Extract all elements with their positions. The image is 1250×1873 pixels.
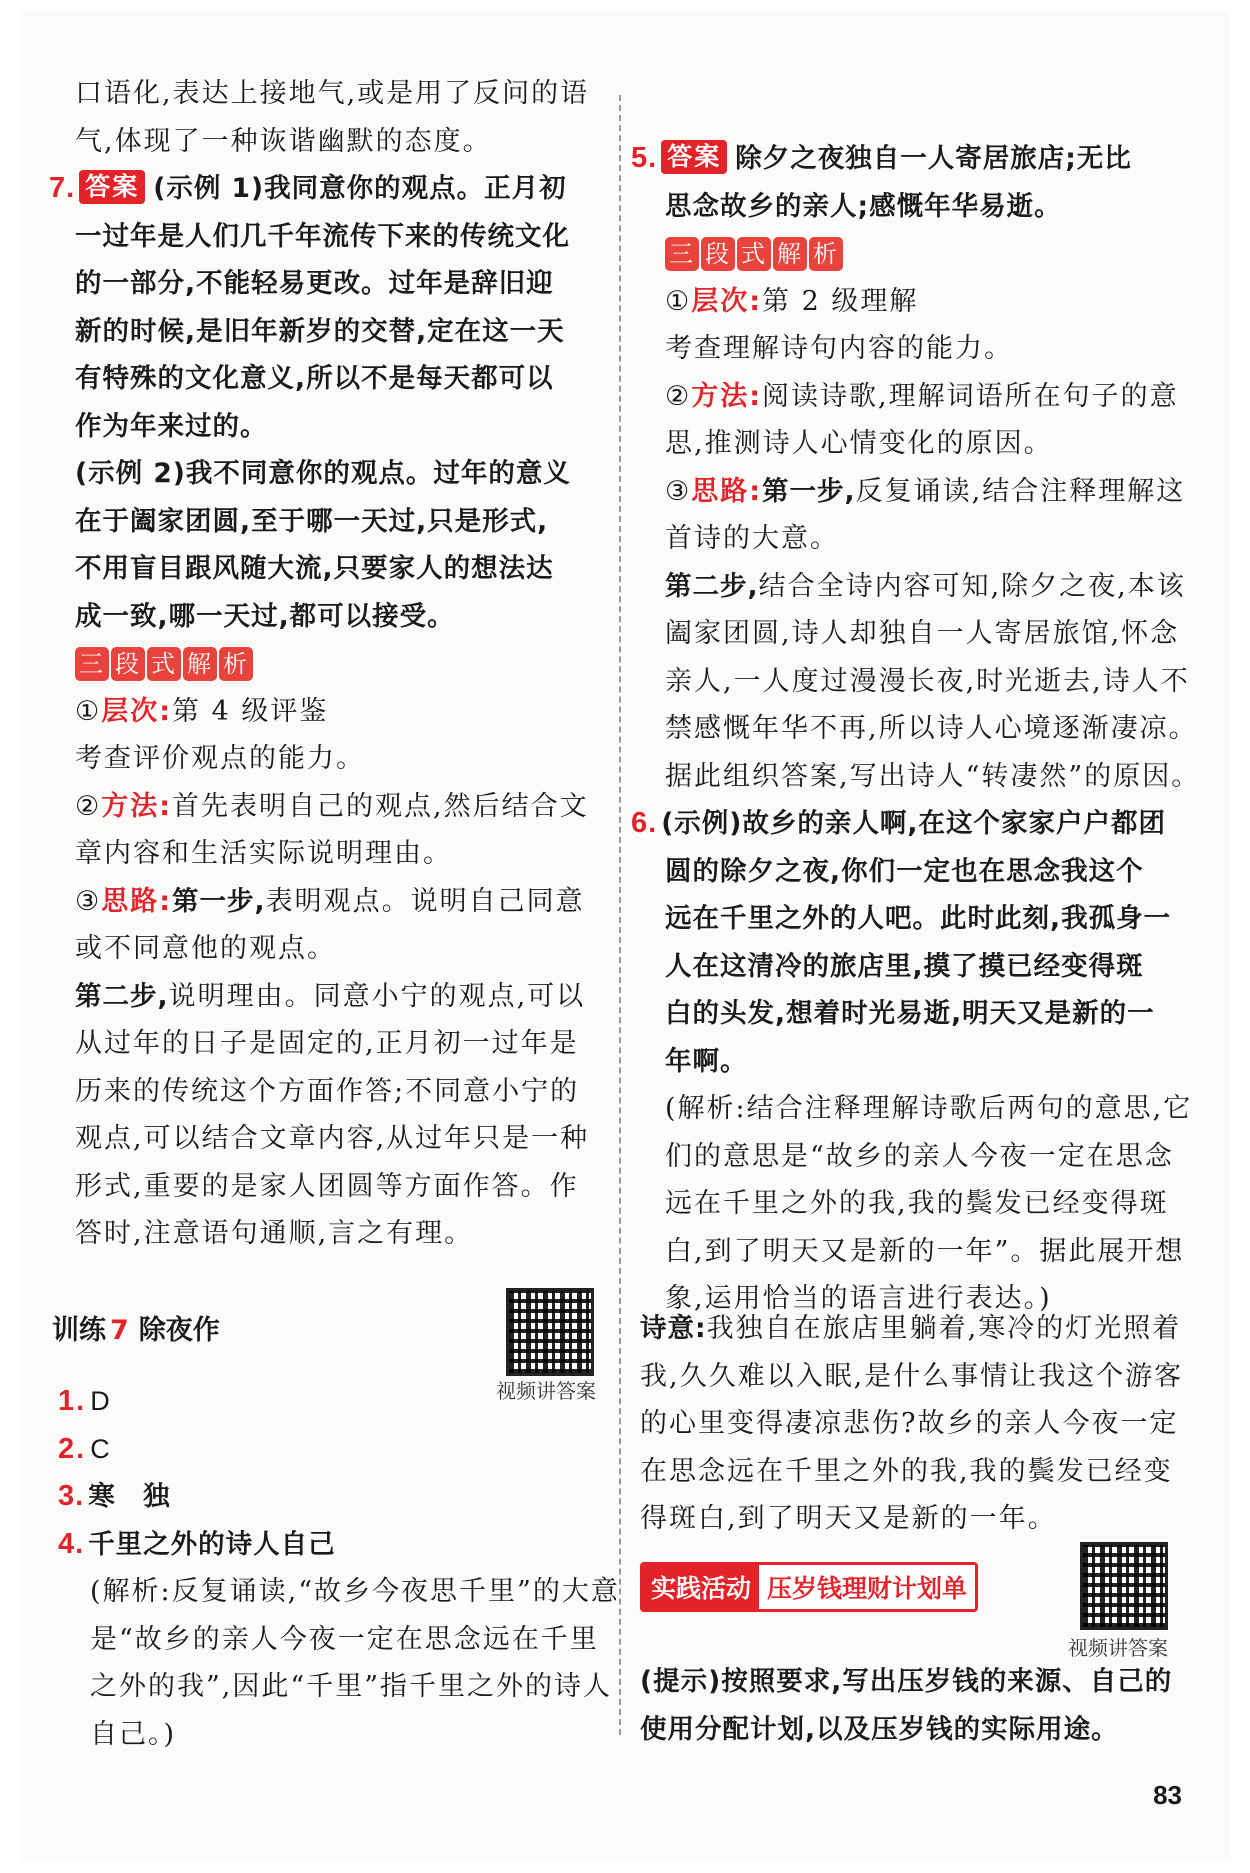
text-line: 从过年的日子是固定的,正月初一过年是 <box>75 1028 579 1059</box>
analysis-value: 说明理由。同意小宁的观点,可以 <box>168 980 586 1012</box>
text-line: 得斑白,到了明天又是新的一年。 <box>640 1503 1057 1534</box>
answer-line: 圆的除夕之夜,你们一定也在思念我这个 <box>665 855 1144 887</box>
text-line: 考查评价观点的能力。 <box>75 743 365 774</box>
answer-3: 3. 寒 独 <box>58 1480 171 1512</box>
left-column <box>49 70 605 1258</box>
answer-line: 在于阖家团圆,至于哪一天过,只是形式, <box>75 505 549 537</box>
step-label: 第一步, <box>172 885 266 917</box>
text-line: 首诗的大意。 <box>665 523 839 554</box>
analysis-key: 思路: <box>101 885 173 917</box>
text-line: (解析:反复诵读,“故乡今夜思千里”的大意 <box>90 1576 620 1607</box>
heading-char: 解 <box>183 647 217 681</box>
text-line: 在思念远在千里之外的我,我的鬓发已经变 <box>640 1455 1173 1487</box>
answer-line: 人在这清冷的旅店里,摸了摸已经变得斑 <box>665 950 1144 982</box>
answer-line: 成一致,哪一天过,都可以接受。 <box>75 600 455 632</box>
text-line: 思,推测诗人心情变化的原因。 <box>665 428 1053 459</box>
answer-text: (示例 1)我同意你的观点。正月初 <box>153 173 567 204</box>
text-line: 历来的传统这个方面作答;不同意小宁的 <box>75 1075 580 1107</box>
page-number: 83 <box>1153 1780 1182 1810</box>
tip-line: 使用分配计划,以及压岁钱的实际用途。 <box>640 1713 1119 1745</box>
answer-text: 除夕之夜独自一人寄居旅店;无比 <box>735 143 1132 174</box>
text-line: 章内容和生活实际说明理由。 <box>75 838 452 869</box>
text-line: 象,运用恰当的语言进行表达。) <box>665 1283 1052 1314</box>
text-line: 观点,可以结合文章内容,从过年只是一种 <box>75 1123 590 1154</box>
analysis-key: 层次: <box>101 695 173 727</box>
activity-title: 压岁钱理财计划单 <box>759 1565 975 1609</box>
text-line: 形式,重要的是家人团圆等方面作答。作 <box>75 1170 579 1202</box>
analysis-value: 表明观点。说明自己同意 <box>265 885 585 917</box>
step-two <box>75 973 605 1021</box>
heading-char: 三 <box>75 647 109 681</box>
section-number: 7 <box>110 1315 129 1346</box>
right-column <box>631 135 1201 1323</box>
answer-line: 年啊。 <box>665 1045 748 1077</box>
activity-label: 实践活动 <box>643 1565 759 1609</box>
text-line: 口语化,表达上接地气,或是用了反问的语 <box>75 78 590 109</box>
text-line: 之外的我”,因此“千里”指千里之外的诗人 <box>90 1671 612 1702</box>
tip <box>640 1658 1185 1753</box>
analysis-approach <box>75 878 605 926</box>
answer-line: 远在千里之外的人吧。此时此刻,我孤身一 <box>665 903 1172 934</box>
text-line: 阖家团圆,诗人却独自一人寄居旅馆,怀念 <box>665 618 1180 649</box>
text-line: 气,体现了一种诙谐幽默的态度。 <box>75 125 492 157</box>
text-line: 据此组织答案,写出诗人“转凄然”的原因。 <box>665 760 1201 792</box>
circled-number: ③ <box>75 885 102 917</box>
heading-char: 式 <box>147 647 181 681</box>
text-line: 答时,注意语句通顺,言之有理。 <box>75 1218 474 1249</box>
text-line: (解析:结合注释理解诗歌后两句的意思,它 <box>665 1093 1193 1124</box>
answer-2: 2. C <box>58 1432 112 1465</box>
heading-char: 段 <box>701 237 735 271</box>
answer-4: 4. 千里之外的诗人自己 <box>58 1527 336 1560</box>
left-answers <box>58 1378 620 1758</box>
section-label: 训练 <box>52 1315 106 1346</box>
heading-char: 式 <box>737 237 771 271</box>
step-label: 第二步, <box>75 980 169 1012</box>
answer-line: 不用盲目跟风随大流,只要家人的想法达 <box>75 553 554 584</box>
analysis-heading <box>665 230 1185 278</box>
qr-caption: 视频讲答案 <box>1068 1636 1168 1660</box>
answer-line: 有特殊的文化意义,所以不是每天都可以 <box>75 363 554 394</box>
text-line: 禁感慨年华不再,所以诗人心境逐渐凄凉。 <box>665 713 1198 744</box>
analysis-value: 首先表明自己的观点,然后结合文 <box>172 790 589 822</box>
text-line: 们的意思是“故乡的亲人今夜一定在思念 <box>665 1140 1174 1172</box>
question-number: 7. <box>49 172 76 204</box>
section-title: 除夜作 <box>138 1315 220 1346</box>
answer-line: 一过年是人们几千年流传下来的传统文化 <box>75 220 570 252</box>
answer-tag: 答案 <box>661 140 727 174</box>
qr-code-icon[interactable] <box>506 1288 594 1376</box>
text-line: 自己。) <box>90 1718 177 1750</box>
text-line: 的心里变得凄凉悲伤?故乡的亲人今夜一定 <box>640 1408 1179 1439</box>
heading-char: 解 <box>773 237 807 271</box>
question-6: 6. (示例)故乡的亲人啊,在这个家家户户都团 <box>631 807 1166 839</box>
poem-meaning-line: 诗意:我独自在旅店里躺着,寒冷的灯光照着 <box>640 1313 1182 1344</box>
circled-number: ② <box>75 790 102 822</box>
column-divider <box>619 95 621 1735</box>
text-line: 或不同意他的观点。 <box>75 933 336 964</box>
analysis-key: 方法: <box>101 790 173 822</box>
heading-char: 析 <box>219 647 253 681</box>
analysis-heading <box>75 640 605 688</box>
analysis-approach: ③思路:第一步,反复诵读,结合注释理解这 <box>665 475 1186 507</box>
text-line: 亲人,一人度过漫漫长夜,时光逝去,诗人不 <box>665 665 1190 697</box>
analysis-method: ②方法:阅读诗歌,理解词语所在句子的意 <box>665 380 1179 412</box>
answer-line: 新的时候,是旧年新岁的交替,定在这一天 <box>75 315 565 347</box>
text-line: 白,到了明天又是新的一年”。据此展开想 <box>665 1235 1185 1267</box>
answer-line: 思念故乡的亲人;感慨年华易逝。 <box>665 190 1062 222</box>
poem-meaning <box>640 1305 1185 1543</box>
analysis-level <box>75 688 605 736</box>
heading-char: 析 <box>809 237 843 271</box>
heading-char: 段 <box>111 647 145 681</box>
answer-1: 1. D <box>58 1385 112 1417</box>
tip-line: (提示)按照要求,写出压岁钱的来源、自己的 <box>640 1666 1173 1697</box>
analysis-method <box>75 783 605 831</box>
answer-line: (示例 2)我不同意你的观点。过年的意义 <box>75 458 571 489</box>
circled-number: ① <box>75 695 102 727</box>
qr-code-icon[interactable] <box>1080 1542 1168 1630</box>
answer-line: 的一部分,不能轻易更改。过年是辞旧迎 <box>75 268 554 299</box>
qr-caption: 视频讲答案 <box>496 1379 596 1403</box>
activity-banner <box>640 1562 978 1612</box>
step-two: 第二步,结合全诗内容可知,除夕之夜,本该 <box>665 570 1186 602</box>
text-line: 我,久久难以入眠,是什么事情让我这个游客 <box>640 1360 1184 1392</box>
question-5 <box>631 135 1185 183</box>
answer-tag: 答案 <box>79 170 145 204</box>
analysis-level: ①层次:第 2 级理解 <box>665 285 919 317</box>
analysis-value: 第 4 级评鉴 <box>172 695 329 727</box>
text-line: 是“故乡的亲人今夜一定在思念远在千里 <box>90 1623 599 1655</box>
text-line: 考查理解诗句内容的能力。 <box>665 333 1013 364</box>
text-line: 远在千里之外的我,我的鬓发已经变得斑 <box>665 1188 1169 1219</box>
question-number: 5. <box>631 142 658 174</box>
section-heading <box>52 1308 220 1347</box>
heading-char: 三 <box>665 237 699 271</box>
answer-line: 作为年来过的。 <box>75 410 268 442</box>
question-7 <box>49 165 605 213</box>
answer-line: 白的头发,想着时光易逝,明天又是新的一 <box>665 998 1155 1029</box>
